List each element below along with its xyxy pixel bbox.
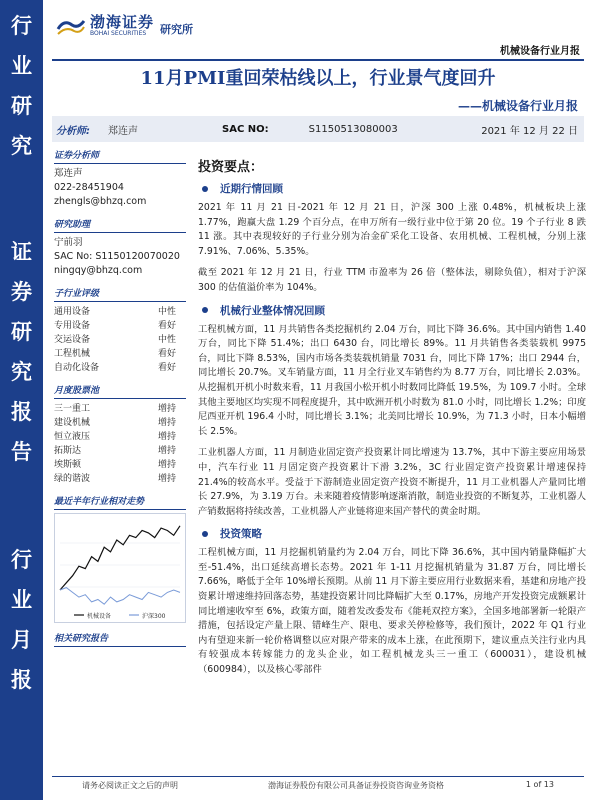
related-reports-title: 相关研究报告 — [54, 631, 186, 647]
stock-row: 建设机械 增持 — [54, 418, 176, 428]
stock-row: 恒立液压 增持 — [54, 432, 176, 442]
institute-name: 研究所 — [160, 23, 194, 36]
analyst-label: 分析师: — [56, 125, 90, 137]
section-heading-industry-review: 机械行业整体情况回顾 — [198, 303, 586, 318]
header-divider — [52, 59, 584, 61]
stock-pool-title: 月度股票池 — [54, 383, 186, 399]
paragraph: 截至 2021 年 12 月 21 日，行业 TTM 市盈率为 26 倍（整体法，剔除负值），相对于沪深 300 的估值溢价率为 104%。 — [198, 267, 586, 293]
stock-row: 绿的谐波 增持 — [54, 474, 176, 484]
section-heading-strategy: 投资策略 — [198, 526, 586, 541]
logo-english-name: BOHAI SECURITIES — [90, 30, 147, 37]
stock-row: 拓斯达 增持 — [54, 446, 176, 456]
rating-row: 通用设备 中性 — [54, 307, 176, 317]
assistant-section-title: 研究助理 — [54, 217, 186, 233]
page-footer — [52, 776, 584, 791]
info-column — [54, 148, 186, 650]
section-heading-market-review: 近期行情回顾 — [198, 181, 586, 196]
bullet-icon — [202, 307, 208, 313]
trend-chart-svg — [54, 513, 186, 623]
sidebar-label-industry-research: 行 业 研 究 — [11, 13, 32, 158]
rating-row: 工程机械 看好 — [54, 349, 176, 359]
stock-row: 埃斯顿 增持 — [54, 460, 176, 470]
paragraph: 2021 年 11 月 21 日-2021 年 12 月 21 日，沪深 300 上涨 0.48%，机械板块上涨 1.77%，跑赢大盘 1.29 个百分点，在申万所有一级行业中位于第 20 位。19 个子行业 8 跌 11 涨。其中表现较好的子行业分别为冶金矿采化工设备、农用机械、工程机械，分别上涨 7.91%、7.06%、5.35%。 — [198, 202, 586, 257]
analyst-email[interactable]: zhengls@bhzq.com — [54, 196, 147, 207]
key-points-heading: 投资要点： — [198, 160, 264, 175]
bullet-icon — [202, 531, 208, 537]
rating-row: 交运设备 中性 — [54, 335, 176, 345]
sac-number: S1150513080003 — [308, 123, 398, 135]
analyst-info-line: 郑连声 — [54, 168, 83, 179]
stock-row: 三一重工 增持 — [54, 404, 176, 414]
bohai-logo-icon — [56, 15, 86, 37]
logo-chinese-name: 渤海证券 — [90, 13, 155, 31]
left-sidebar — [0, 0, 43, 800]
footer-disclaimer: 请务必阅读正文之后的声明 — [82, 781, 178, 790]
assistant-info-line: SAC No: S1150120070020 — [54, 251, 180, 262]
chart-series-line-0 — [60, 526, 180, 590]
paragraph: 工程机械方面，11 月共销售各类挖掘机约 2.04 万台，同比下降 36.6%。其中国内销售 1.40 万台，同比下降 51.4%；出口 6430 台，同比增长 89%。11 月共销售各类装载机 9975 台，同比下降 8.53%，国内市场各类装载机销量 7031 台，同比下降 17%；出口 2944 台，同比增长 20.7%。叉车销量方面，11 月全行业叉车销售约为 8.77 万台，同比增长 2.03%。从挖掘机开机小时数来看，11 月我国小松开机小时数同比降低 19.5%，为 109.7 小时。全球其他主要地区均实现不同程度提升，其中欧洲开机小时数为 81.0 小时，同比增长 1.2%；印度尼西亚开机 196.4 小时，同比增长 3.1%；北美同比增长 10.9%，为 71.3 小时，日本小幅增长 2.5%。 — [198, 323, 586, 437]
sidebar-label-monthly-report: 行 业 月 报 — [11, 547, 32, 692]
page-subtitle: ——机械设备行业月报 — [457, 99, 578, 113]
assistant-info-line: 宁前羽 — [54, 237, 83, 248]
sac-label: SAC NO: — [222, 123, 269, 135]
analyst-info-line: 022-28451904 — [54, 182, 124, 193]
report-type: 机械设备行业月报 — [500, 46, 580, 57]
relative-trend-chart — [54, 513, 186, 623]
company-logo — [56, 14, 193, 38]
paragraph: 工业机器人方面，11 月制造业固定资产投资累计同比增速为 13.7%，其中下游主要应用场景中，汽车行业 11 月固定资产投资累计下滑 3.2%，3C 行业固定资产投资累计增速保持 21.4%的较高水平。受益于下游制造业固定资产投资不断提升，11 月工业机器人产量同比增长 27.9%，为 3.19 万台。未来随着疫情影响逐渐消散，制造业投资的不断复苏，工业机器人产销数据将持续改善，工业机器人产业链将迎来国产替代的黄金时期。 — [198, 447, 586, 517]
chart-series-line-1 — [60, 588, 180, 605]
report-date: 2021 年 12 月 22 日 — [481, 125, 578, 137]
sidebar-label-securities-report: 证 券 研 究 报 告 — [11, 239, 32, 464]
page-title: 11月PMI重回荣枯线以上，行业景气度回升 — [140, 68, 496, 89]
footer-qualification: 渤海证券股份有限公司具备证券投资咨询业务资格 — [268, 781, 444, 790]
chart-legend-label: 沪深300 — [142, 613, 166, 620]
chart-legend-label: 机械设备 — [87, 613, 112, 620]
paragraph: 工程机械方面，11 月挖掘机销量约为 2.04 万台，同比下降 36.6%，其中国内销量降幅扩大至-51.4%，出口延续高增长态势。2021 年 1-11 月挖掘机销量为 31.87 万台，同比增长 7.66%，略低于全年 10%增长预期。从前 11 月下游主要应用行业数据来看，基建和房地产投资累计增速维持回落态势，基建投资累计同比降幅扩大至 0.17%，房地产开发投资完成额累计同比增速收窄至 6%，政策方面，随着发改委发布《能耗双控方案》，全国多地部署新一轮限产措施，包括设定产量上限、错峰生产、限电、要求关停检修等，我们预计，2022 年 Q1 行业内有望迎来新一轮价格调整以应对限产带来的成本上涨，在此预期下，建议重点关注行业内具有较强成本转嫁能力的龙头企业，如工程机械龙头三一重工（600031），建设机械（600984），以及核心零部件 — [198, 547, 586, 676]
analyst-name: 郑连声 — [108, 125, 138, 137]
rating-row: 自动化设备 看好 — [54, 363, 176, 373]
main-content — [198, 156, 586, 685]
rating-section-title: 子行业评级 — [54, 286, 186, 302]
page-number: 1 of 13 — [525, 780, 554, 789]
analyst-section-title: 证券分析师 — [54, 148, 186, 164]
analyst-bar — [52, 116, 584, 142]
chart-title: 最近半年行业相对走势 — [54, 494, 186, 510]
bullet-icon — [202, 186, 208, 192]
rating-row: 专用设备 看好 — [54, 321, 176, 331]
assistant-email[interactable]: ningqy@bhzq.com — [54, 265, 143, 276]
